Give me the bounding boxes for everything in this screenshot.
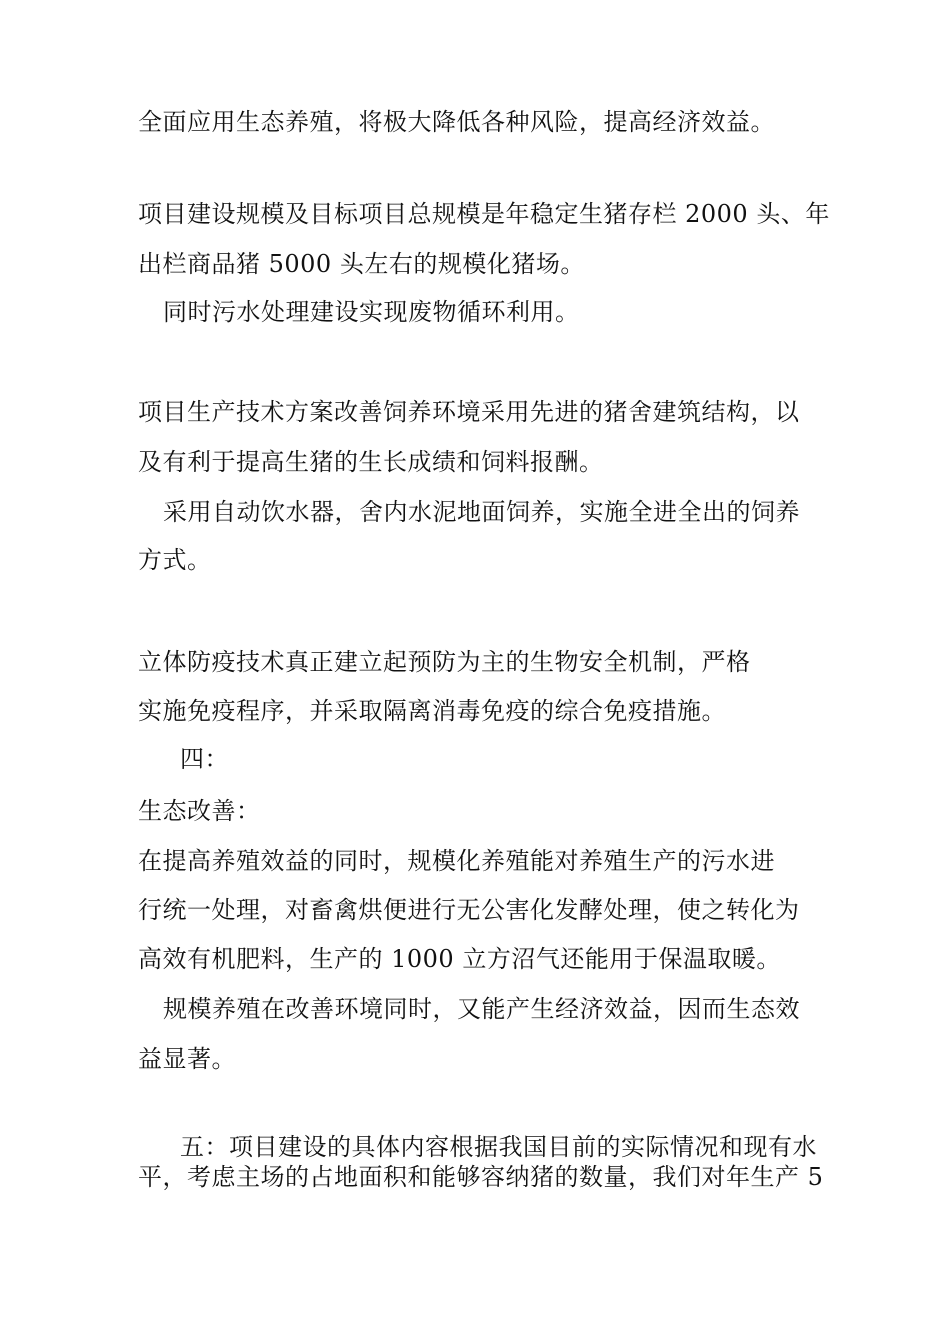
text-line: 行统一处理，对畜禽烘便进行无公害化发酵处理，使之转化为 [138, 896, 800, 924]
text-line: 项目建设规模及目标项目总规模是年稳定生猪存栏 2000 头、年 [138, 200, 830, 228]
text-line: 全面应用生态养殖，将极大降低各种风险，提高经济效益。 [138, 108, 775, 136]
text-line: 立体防疫技术真正建立起预防为主的生物安全机制，严格 [138, 648, 751, 676]
text-line: 高效有机肥料，生产的 1000 立方沼气还能用于保温取暖。 [138, 945, 781, 973]
text-line: 及有利于提高生猪的生长成绩和饲料报酬。 [138, 448, 604, 476]
text-line: 采用自动饮水器，舍内水泥地面饲养，实施全进全出的饲养 [163, 498, 800, 526]
text-line: 在提高养殖效益的同时，规模化养殖能对养殖生产的污水进 [138, 847, 775, 875]
text-line: 出栏商品猪 5000 头左右的规模化猪场。 [138, 250, 585, 278]
text-line: 平，考虑主场的占地面积和能够容纳猪的数量，我们对年生产 5 [138, 1163, 824, 1191]
text-line: 方式。 [138, 546, 212, 574]
text-line: 项目生产技术方案改善饲养环境采用先进的猪舍建筑结构，以 [138, 398, 800, 426]
text-line: 实施免疫程序，并采取隔离消毒免疫的综合免疫措施。 [138, 697, 726, 725]
text-line: 同时污水处理建设实现废物循环利用。 [163, 298, 580, 326]
text-line: 生态改善： [138, 797, 261, 825]
text-line: 五：项目建设的具体内容根据我国目前的实际情况和现有水 [180, 1133, 817, 1161]
text-line: 规模养殖在改善环境同时，又能产生经济效益，因而生态效 [163, 995, 800, 1023]
text-line: 益显著。 [138, 1045, 236, 1073]
section-heading: 四： [180, 745, 229, 773]
